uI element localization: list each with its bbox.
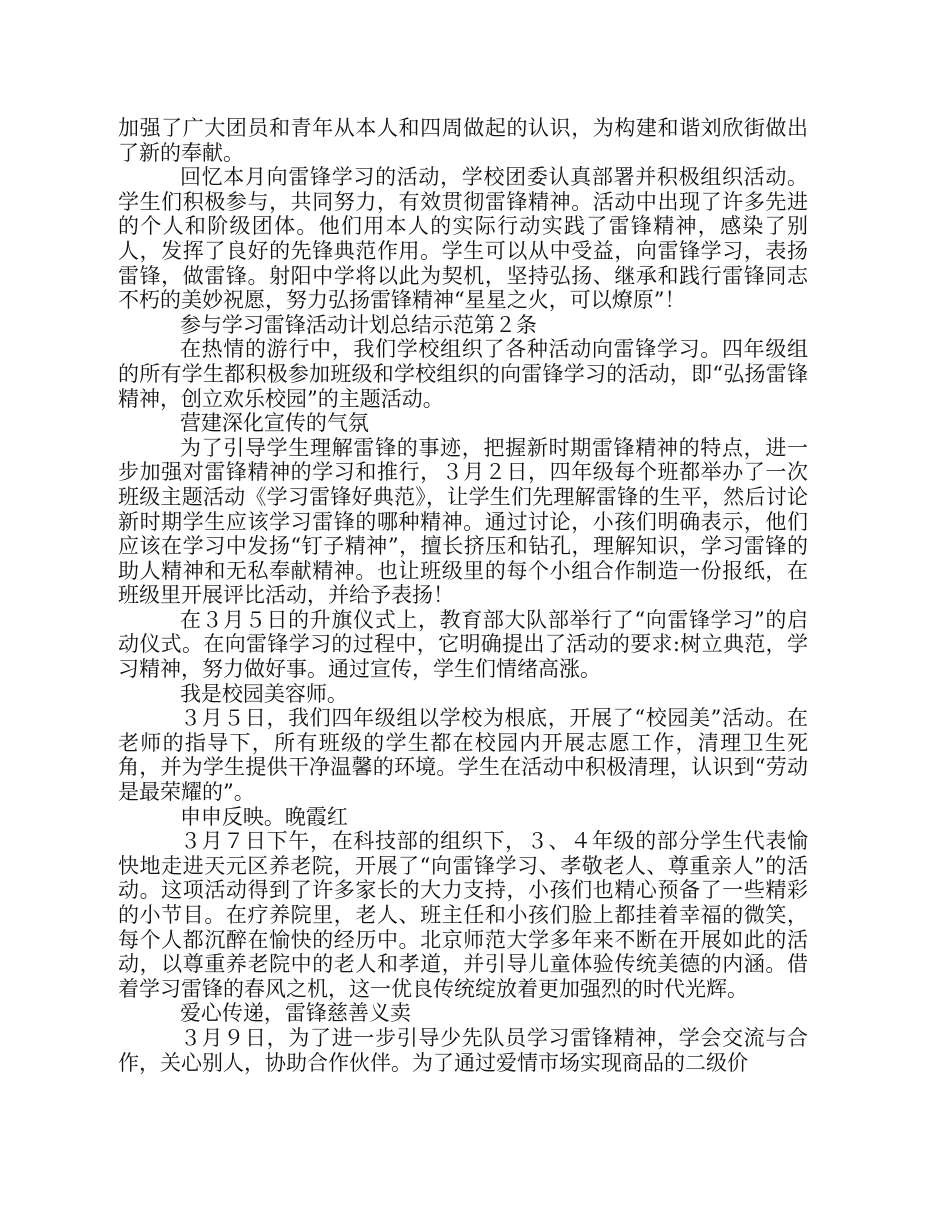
paragraph-campus-cleanup: ３月５日，我们四年级组以学校为根底，开展了“校园美”活动。在老师的指导下，所有班级的学生都在校园内开展志愿工作，清理卫生死角，并为学生提供干净温馨的环境。学生在活动中积极清理，认识到“劳动是最荣耀的”。 xyxy=(118,706,808,805)
paragraph-class-theme: 为了引导学生理解雷锋的事迹，把握新时期雷锋精神的特点，进一步加强对雷锋精神的学习和推行，３月２日，四年级每个班都举办了一次班级主题活动《学习雷锋好典范》，让学生们先理解雷锋的生平，然后讨论新时期学生应该学习雷锋的哪种精神。通过讨论，小孩们明确表示，他们应该在学习中发扬“钉子精神”，擅长挤压和钻孔，理解知识，学习雷锋的助人精神和无私奉献精神。也让班级里的每个小组合作制造一份报纸，在班级里开展评比活动，并给予表扬！ xyxy=(118,435,808,608)
document-page xyxy=(118,116,808,1075)
paragraph-nursing-home: ３月７日下午，在科技部的组织下，３、４年级的部分学生代表愉快地走进天元区养老院，开展了“向雷锋学习、孝敬老人、尊重亲人”的活动。这项活动得到了许多家长的大力支持，小孩们也精心预备了一些精彩的小节目。在疗养院里，老人、班主任和小孩们脸上都挂着幸福的微笑，每个人都沉醉在愉快的经历中。北京师范大学多年来不断在开展如此的活动，以尊重养老院中的老人和孝道，并引导儿童体验传统美德的内涵。借着学习雷锋的春风之机，这一优良传统绽放着更加强烈的时代光辉。 xyxy=(118,829,808,1001)
section-heading-campus-beautician: 我是校园美容师。 xyxy=(179,681,348,706)
paragraph-parade-activities: 在热情的游行中，我们学校组织了各种活动向雷锋学习。四年级组的所有学生都积极参加班级和学校组织的向雷锋学习的活动，即“弘扬雷锋精神，创立欢乐校园”的主题活动。 xyxy=(118,337,808,411)
paragraph-review: 回忆本月向雷锋学习的活动，学校团委认真部署并积极组织活动。学生们积极参与，共同努力，有效贯彻雷锋精神。活动中出现了许多先进的个人和阶级团体。他们用本人的实际行动实践了雷锋精神，感染了别人，发挥了良好的先锋典范作用。学生可以从中受益，向雷锋学习，表扬雷锋，做雷锋。射阳中学将以此为契机，坚持弘扬、继承和践行雷锋同志不朽的美妙祝愿，努力弘扬雷锋精神“星星之火，可以燎原”！ xyxy=(118,165,808,313)
section-heading-article-2: 参与学习雷锋活动计划总结示范第２条 xyxy=(179,312,537,337)
section-heading-charity-sale: 爱心传递，雷锋慈善义卖 xyxy=(179,1001,411,1026)
paragraph-intro-continued: 加强了广大团员和青年从本人和四周做起的认识，为构建和谐刘欣街做出了新的奉献。 xyxy=(118,116,808,165)
section-heading-sunset-glow: 申申反映。晚霞红 xyxy=(179,804,348,829)
paragraph-charity-sale: ３月９日，为了进一步引导少先队员学习雷锋精神，学会交流与合作，关心别人，协助合作伙伴。为了通过爱情市场实现商品的二级价 xyxy=(118,1025,808,1075)
section-heading-atmosphere: 营建深化宣传的气氛 xyxy=(179,411,369,436)
paragraph-flag-ceremony: 在３月５日的升旗仪式上，教育部大队部举行了“向雷锋学习”的启动仪式。在向雷锋学习的过程中，它明确提出了活动的要求:树立典范，学习精神，努力做好事。通过宣传，学生们情绪高涨。 xyxy=(118,607,808,682)
